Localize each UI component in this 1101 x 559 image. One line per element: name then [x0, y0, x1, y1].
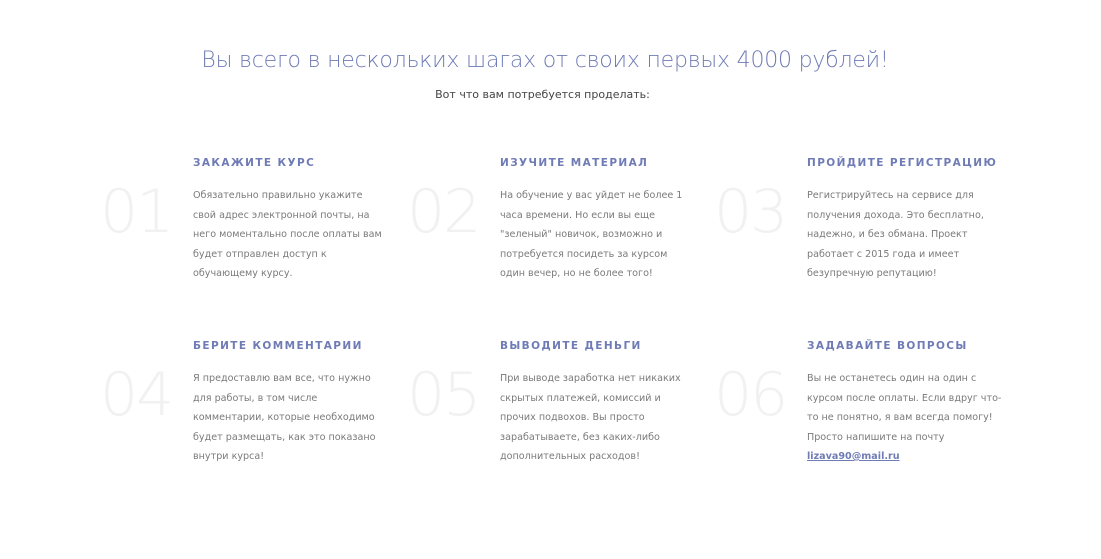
step-description: Регистрируйтесь на сервисе для получения дохода. Это бесплатно, надежно, и без обмана. Проект работает с 2015 года и имеет безупречную репутацию!: [807, 190, 984, 279]
step-description: Обязательно правильно укажите свой адрес электронной почты, на него моментально после оплаты вам будет отправлен доступ к обучающему курсу.: [193, 190, 382, 279]
step-number: 04: [100, 360, 173, 430]
step-title: ЗАДАВАЙТЕ ВОПРОСЫ: [807, 340, 968, 352]
step-6: [709, 333, 1009, 473]
page-subtitle: Вот что вам потребуется проделать:: [435, 88, 650, 101]
step-title: ПРОЙДИТЕ РЕГИСТРАЦИЮ: [807, 157, 998, 169]
step-description: На обучение у вас уйдет не более 1 часа времени. Но если вы еще "зеленый" новичок, возможно и потребуется посидеть за курсом один вечер, но не более того!: [500, 190, 683, 279]
step-title: ЗАКАЖИТЕ КУРС: [193, 157, 316, 169]
step-1: [95, 150, 395, 290]
step-number: 01: [100, 177, 173, 247]
step-4: [95, 333, 395, 473]
step-title: БЕРИТЕ КОММЕНТАРИИ: [193, 340, 363, 352]
step-description-text: Вы не останетесь один на один с курсом после оплаты. Если вдруг что-то не понятно, я вам всегда помогу! Просто напишите на почту: [807, 373, 1002, 443]
step-5: [402, 333, 702, 473]
email-link[interactable]: lizava90@mail.ru: [807, 451, 900, 462]
step-description: Я предоставлю вам все, что нужно для работы, в том числе комментарии, которые необходимо будет размещать, как это показано внутри курса!: [193, 373, 376, 462]
step-description: [807, 369, 1002, 467]
step-3: [709, 150, 1009, 290]
step-title: ВЫВОДИТЕ ДЕНЬГИ: [500, 340, 642, 352]
step-number: 02: [407, 177, 480, 247]
step-number: 03: [714, 177, 787, 247]
step-2: [402, 150, 702, 290]
page-title: Вы всего в нескольких шагах от своих первых 4000 рублей!: [201, 48, 889, 73]
step-number: 05: [407, 360, 480, 430]
step-number: 06: [714, 360, 787, 430]
step-title: ИЗУЧИТЕ МАТЕРИАЛ: [500, 157, 649, 169]
step-description: При выводе заработка нет никаких скрытых платежей, комиссий и прочих подвохов. Вы просто зарабатываете, без каких-либо дополнительных расходов!: [500, 373, 681, 462]
